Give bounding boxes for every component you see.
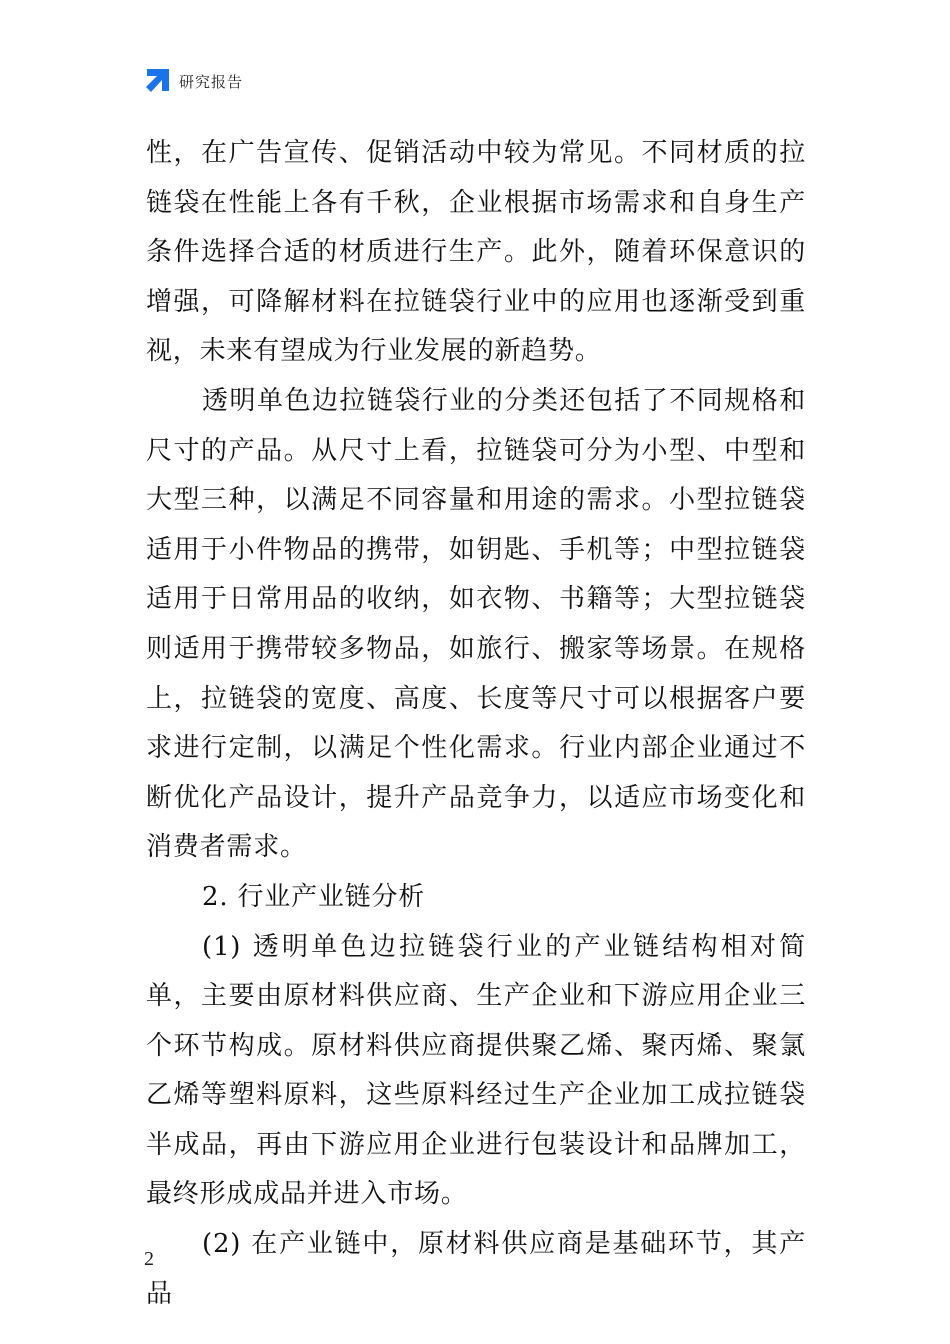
header-label: 研究报告 xyxy=(179,72,244,91)
paragraph-raw-material-suppliers: (2) 在产业链中，原材料供应商是基础环节，其产品 xyxy=(146,1229,806,1309)
arrow-logo-icon xyxy=(143,67,171,95)
section-heading-industry-chain: 2. 行业产业链分析 xyxy=(202,881,426,912)
document-body xyxy=(146,129,806,1319)
paragraph-chain-structure: (1) 透明单色边拉链袋行业的产业链结构相对简单，主要由原材料供应商、生产企业和下游应用企业三个环节构成。原材料供应商提供聚乙烯、聚丙烯、聚氯乙烯等塑料原料，这些原料经过生产企业加工成拉链袋半成品，再由下游应用企业进行包装设计和品牌加工，最终形成成品并进入市场。 xyxy=(146,931,806,1210)
document-header xyxy=(143,66,243,96)
page-number: 2 xyxy=(144,1248,154,1270)
paragraph-continuation: 性，在广告宣传、促销活动中较为常见。不同材质的拉链袋在性能上各有千秋，企业根据市场需求和自身生产条件选择合适的材质进行生产。此外，随着环保意识的增强，可降解材料在拉链袋行业中的应用也逐渐受到重视，未来有望成为行业发展的新趋势。 xyxy=(146,138,806,367)
paragraph-size-classification: 透明单色边拉链袋行业的分类还包括了不同规格和尺寸的产品。从尺寸上看，拉链袋可分为小型、中型和大型三种，以满足不同容量和用途的需求。小型拉链袋适用于小件物品的携带，如钥匙、手机等；中型拉链袋适用于日常用品的收纳，如衣物、书籍等；大型拉链袋则适用于携带较多物品，如旅行、搬家等场景。在规格上，拉链袋的宽度、高度、长度等尺寸可以根据客户要求进行定制，以满足个性化需求。行业内部企业通过不断优化产品设计，提升产品竞争力，以适应市场变化和消费者需求。 xyxy=(146,385,806,863)
